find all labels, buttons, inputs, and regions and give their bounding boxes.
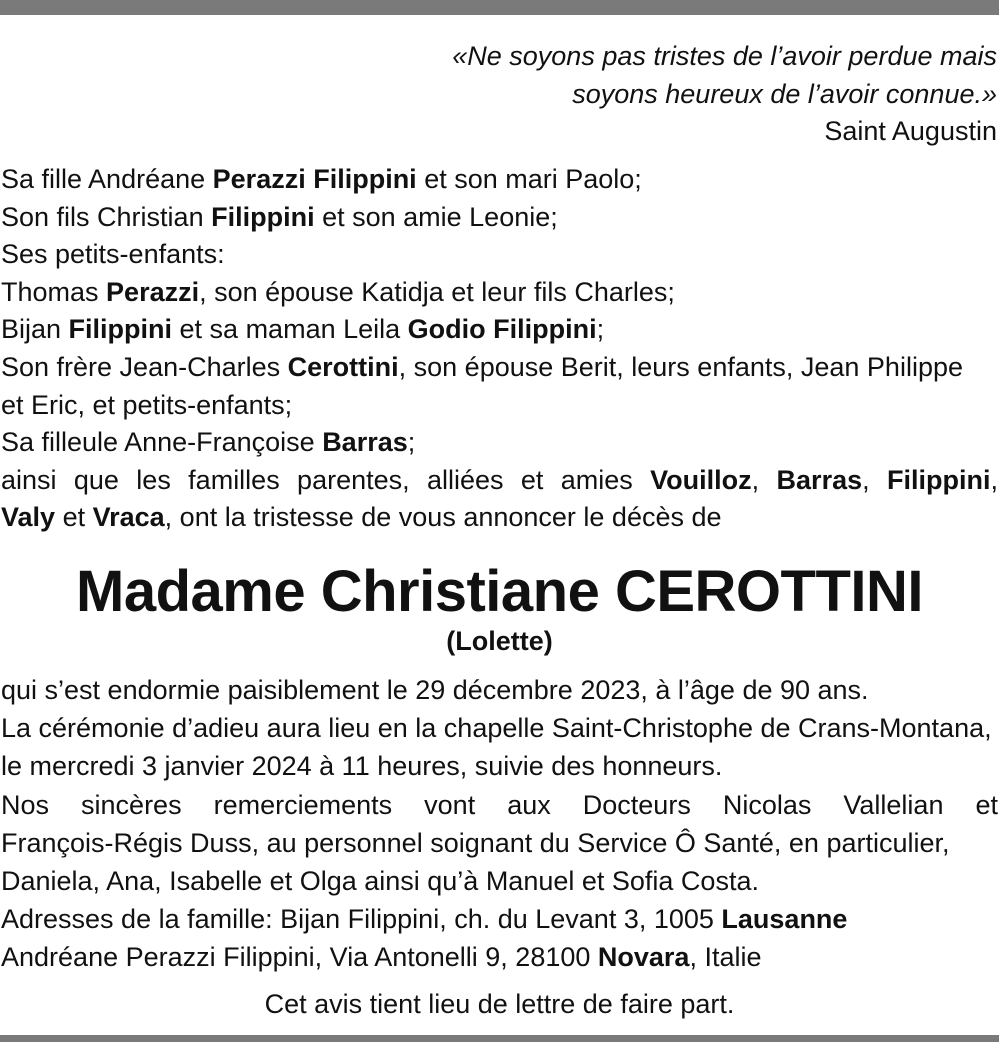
text: Son frère Jean-Charles [1,351,288,382]
surname: Filippini [68,314,173,345]
family-line [1,274,998,312]
text: Son fils Christian [1,201,212,232]
closing-note: Cet avis tient lieu de lettre de faire part. [264,989,735,1019]
text: Adresses de la famille: Bijan Filippini, ch. du Levant 3, 1005 [1,904,722,935]
details-line: François-Régis Duss, au personnel soignant du Service Ô Santé, en particulier, [1,827,950,858]
text: , [862,464,887,495]
text: , Italie [689,942,762,973]
family-line [1,199,998,237]
text: , [990,464,998,495]
family-line: Ses petits-enfants: [1,239,225,270]
family-announcement [1,161,998,537]
family-line [1,424,998,462]
quote-author: Saint Augustin [824,116,997,146]
city: Lausanne [721,904,848,935]
text: Sa fille Andréane [1,164,213,194]
surname: Cerottini [287,351,399,382]
text: Bijan [1,314,69,345]
family-line: et Eric, et petits-enfants; [1,389,293,420]
top-rule [0,0,999,15]
epigraph-quote [452,38,997,151]
text: Andréane Perazzi Filippini, Via Antonelli 9, 28100 [1,942,598,973]
text: et sa maman Leila [172,314,408,345]
deceased-nickname: (Lolette) [446,626,553,656]
details-line [1,900,998,938]
family-line [1,499,998,537]
text: ainsi que les familles parentes, alliées et amies [1,464,651,495]
text: , son épouse Katidja et leur fils Charles; [199,276,675,307]
text: , son épouse Berit, leurs enfants, Jean Philippe [398,351,963,382]
details-line [1,938,998,976]
surname: Godio Filippini [407,314,597,345]
family-line [1,349,998,387]
details-line: le mercredi 3 janvier 2024 à 11 heures, suivie des honneurs. [1,751,723,782]
family-line [1,161,998,199]
bottom-rule [0,1035,999,1042]
surname: Filippini [211,201,315,232]
surname: Vraca [92,502,165,533]
text: et son amie Leonie; [314,201,558,232]
details-line: Nos sincères remerciements vont aux Docteurs Nicolas Vallelian et [1,789,998,820]
surname: Vouilloz [650,464,752,495]
text: , [751,464,777,495]
text: et son mari Paolo; [416,164,642,194]
text: ; [596,314,605,345]
surname: Barras [776,464,863,495]
details-line: Daniela, Ana, Isabelle et Olga ainsi qu’à Manuel et Sofia Costa. [1,866,759,897]
surname: Filippini [886,464,991,495]
family-line [1,311,998,349]
text: ; [407,427,416,458]
surname: Barras [322,427,408,458]
text: Thomas [1,276,107,307]
text: , ont la tristesse de vous annoncer le décès de [164,502,722,533]
family-line [1,462,998,500]
text: et [55,502,93,533]
text: Sa filleule Anne-Françoise [1,427,323,458]
quote-line: «Ne soyons pas tristes de l’avoir perdue mais [452,41,997,71]
surname: Perazzi Filippini [212,164,417,194]
quote-line: soyons heureux de l’avoir connue.» [572,78,997,109]
deceased-name: Madame Christiane CEROTTINI [76,559,923,624]
death-details [1,671,998,977]
surname: Perazzi [106,276,200,307]
city: Novara [597,942,690,973]
surname: Valy [1,502,56,533]
details-line: La cérémonie d’adieu aura lieu en la chapelle Saint-Christophe de Crans-Montana, [1,713,992,744]
details-line: qui s’est endormie paisiblement le 29 décembre 2023, à l’âge de 90 ans. [1,675,869,705]
